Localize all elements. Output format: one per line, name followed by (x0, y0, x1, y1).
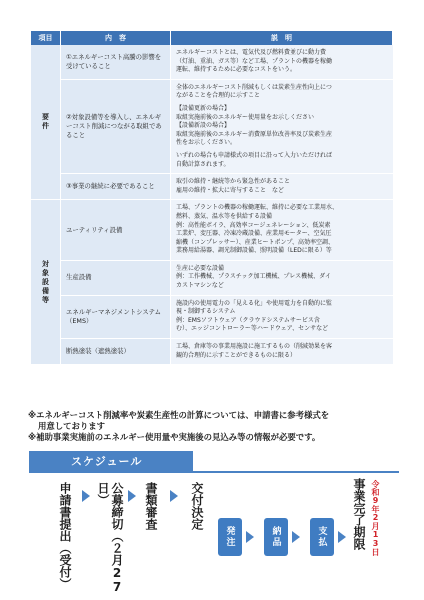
description-line: 縮機（コンプレッサー）、産業ヒートポンプ、高効率空調、 (176, 238, 334, 246)
arrow-icon (82, 490, 90, 502)
pill-payment: 支払 (310, 518, 334, 556)
row-description (171, 261, 393, 295)
row-content: ユーティリティ設備 (61, 200, 171, 260)
table-group (31, 45, 393, 200)
description-line: カストマシンなど (176, 282, 224, 290)
row-description (171, 45, 393, 79)
description-line: 燃料、蒸気、温水等を供給する設備 (176, 212, 273, 220)
description-line: 雇用の維持・拡大に寄与すること など (176, 186, 285, 194)
description-line: エネルギーコストとは、電気代及び燃料費並びに動力費 (176, 49, 327, 56)
notes (28, 410, 398, 443)
arrow-icon (338, 531, 346, 543)
schedule-divider (29, 471, 399, 473)
description-line: 自動計算されます。 (176, 160, 230, 168)
row-content: エネルギーマネジメントシステム（EMS） (61, 296, 171, 338)
step-deadline: 公募締切（２月27日） (96, 482, 124, 594)
step-review: 書類審査 (144, 482, 158, 530)
table-row (61, 339, 393, 364)
description-line: いずれの場合も申請様式の項目に沿って入力いただければ (176, 151, 333, 159)
description-line: 例：高性能ボイラ、高効率コージェネレーション、低炭素 (176, 221, 331, 229)
description-line: 施設内の使用電力の「見える化」や使用電力を自動的に監 (176, 299, 333, 307)
description-line: む）、エッジコントローラー等ハードウェア、センサなど (176, 325, 329, 333)
description-line: 【設備更新の場合】 (176, 104, 231, 112)
description-line: 例：工作機械、プラスチック加工機械、プレス機械、ダイ (176, 273, 331, 281)
description-line: 視・制御するシステム (176, 308, 236, 316)
group-label: 要件 (31, 45, 61, 199)
table-row (61, 174, 393, 199)
table-row (61, 80, 393, 174)
description-line: 工場、倉庫等の事業用施設に施工するもの（削減効果を客 (176, 343, 333, 351)
group-label: 対象設備等 (31, 200, 61, 364)
description-line: （灯油、重油、ガス等）など工場、プラントの機器を稼働 (176, 57, 333, 65)
row-description (171, 174, 393, 199)
description-line: 性をお示しください。 (176, 139, 237, 147)
note-line: ※補助事業実施前のエネルギー使用量や実施後の見込み等の情報が必要です。 (28, 432, 321, 442)
step-grant-decision: 交付決定 (190, 482, 204, 530)
header-item: 項目 (31, 31, 61, 45)
schedule-title: スケジュール (29, 451, 193, 471)
description-line: 全体のエネルギーコスト削減もしくは炭素生産性向上につ (176, 83, 332, 91)
pill-delivery: 納品 (264, 518, 288, 556)
row-content: 断熱塗装（遮熱塗装） (61, 339, 171, 364)
table-row (61, 200, 393, 261)
description-line: 取組実施前後のエネルギー使用量をお示しください (176, 113, 315, 121)
description-line: 例：EMSソフトウェア（クラウドシステムサービス含 (176, 316, 320, 324)
requirements-table (31, 31, 393, 365)
table-row (61, 261, 393, 296)
note-line: 用意しております (38, 421, 105, 431)
header-content: 内 容 (61, 31, 171, 45)
row-content: ②対象設備等を導入し、エネルギーコスト削減につながる取組であること (61, 80, 171, 173)
description-line: 観的合理的に示すことができるものに限る） (176, 351, 297, 359)
description-line: 【設備新設の場合】 (176, 122, 231, 130)
row-description (171, 339, 393, 364)
header-description: 説 明 (171, 31, 393, 45)
row-content: ③事業の継続に必要であること (61, 174, 171, 199)
description-line: 生産に必要な設備 (176, 264, 225, 272)
completion-deadline-label: 事業完了期限 (352, 478, 366, 550)
row-description (171, 80, 393, 173)
arrow-icon (128, 490, 136, 502)
row-description (171, 296, 393, 338)
description-line: 業務用給湯器、調光制御設備、照明設備（LEDに限る）等 (176, 247, 332, 255)
table-header (31, 31, 393, 45)
table-row (61, 45, 393, 80)
row-description (171, 200, 393, 260)
table-row (61, 296, 393, 339)
description-line: 工場、プラントの機器の稼働運転、維持に必要な工業用水、 (176, 204, 339, 212)
arrow-icon (292, 531, 300, 543)
row-content: 生産設備 (61, 261, 171, 295)
arrow-icon (170, 490, 178, 502)
row-content: ①エネルギーコスト高騰の影響を受けていること (61, 45, 171, 79)
description-line: 工業炉、変圧器、冷凍冷蔵設備、産業用モーター、空気圧 (176, 230, 332, 238)
note-line: ※エネルギーコスト削減率や炭素生産性の計算については、申請書に参考様式を (28, 410, 330, 420)
table-group (31, 200, 393, 365)
description-line: 取引の維持・継続等から緊急性があること (176, 178, 291, 186)
description-line: 運転、維持するために必要なコストをいう。 (176, 66, 297, 74)
arrow-icon (246, 531, 254, 543)
completion-deadline-date: 令和9年2月13日 (371, 480, 380, 556)
description-line: 取組実施前後のエネルギー消費原単位改善率及び炭素生産 (176, 130, 333, 138)
description-line: ながることを合理的に示すこと (176, 92, 261, 100)
pill-order: 発注 (218, 518, 242, 556)
step-application: 申請書提出（受付） (58, 482, 72, 590)
